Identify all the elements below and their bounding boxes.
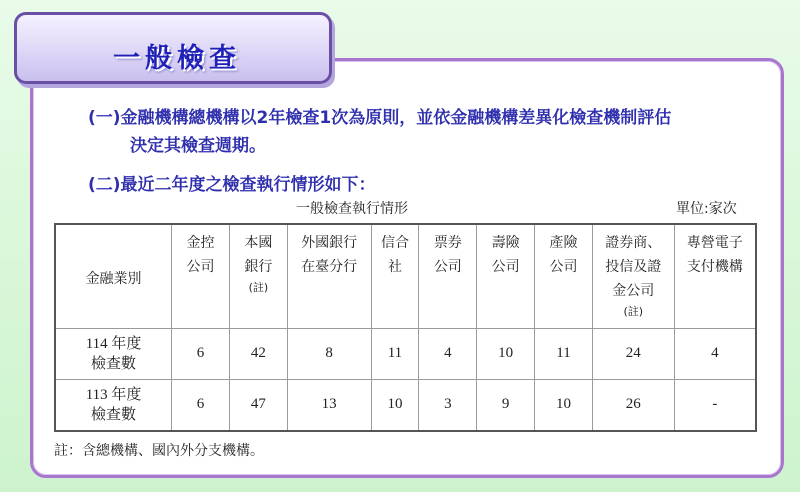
col-header-line: 公司 xyxy=(186,259,215,275)
table-cell: 4 xyxy=(419,328,477,379)
table-unit: 單位:家次 xyxy=(676,201,737,217)
col-header-line: 外國銀行 xyxy=(301,235,358,251)
table-cell: 9 xyxy=(477,379,535,431)
table-cell: 4 xyxy=(674,328,756,379)
table-cell: 3 xyxy=(419,379,477,431)
col-header-line: 公司 xyxy=(433,259,462,275)
table-cell: 13 xyxy=(287,379,371,431)
col-header-line: 金控 xyxy=(186,235,215,251)
table-cell: 11 xyxy=(535,328,593,379)
col-header-line: 票券 xyxy=(433,235,462,251)
col-header-credit-cooperative xyxy=(371,224,419,328)
paragraph-line-2: 決定其檢查週期。 xyxy=(130,136,266,156)
table-cell: 26 xyxy=(592,379,674,431)
col-header-line: 本國 xyxy=(244,235,273,251)
col-header-property-insurance xyxy=(535,224,593,328)
col-header-line: 專營電子 xyxy=(686,235,743,251)
table-cell: 6 xyxy=(172,379,230,431)
col-header-e-payment xyxy=(674,224,756,328)
col-header-domestic-bank xyxy=(229,224,287,328)
col-header-financial-holding xyxy=(172,224,230,328)
col-header-line: 投信及證 xyxy=(605,259,662,275)
table-cell: - xyxy=(674,379,756,431)
table-cell: 47 xyxy=(229,379,287,431)
col-header-foreign-bank xyxy=(287,224,371,328)
row-label-line: 114 年度 xyxy=(85,335,142,352)
table-cell: 10 xyxy=(477,328,535,379)
col-header-securities xyxy=(592,224,674,328)
col-header-line: 金公司 xyxy=(612,283,655,299)
inspection-table xyxy=(54,223,757,432)
table-row xyxy=(55,328,756,379)
col-header-line: 社 xyxy=(387,259,402,275)
col-header-bills-finance xyxy=(419,224,477,328)
paragraph-inspection-principle xyxy=(88,104,748,160)
table-cell: 10 xyxy=(371,379,419,431)
table-cell: 42 xyxy=(229,328,287,379)
table-cell: 24 xyxy=(592,328,674,379)
col-header-line: 信合 xyxy=(380,235,409,251)
col-header-line: 公司 xyxy=(491,259,520,275)
table-cell: 6 xyxy=(172,328,230,379)
page-title: 一般檢查 xyxy=(113,43,241,74)
col-header-line: 在臺分行 xyxy=(301,259,358,275)
row-label-113 xyxy=(55,379,172,431)
row-label-line: 113 年度 xyxy=(85,386,142,403)
paragraph-line-1: (一)金融機構總機構以2年檢查1次為原則，並依金融機構差異化檢查機制評估 xyxy=(88,108,672,128)
title-banner xyxy=(14,12,332,84)
table-cell: 8 xyxy=(287,328,371,379)
table-cell: 11 xyxy=(371,328,419,379)
footnote: 註：含總機構、國內外分支機構。 xyxy=(54,443,264,459)
col-header-line: 產險 xyxy=(549,235,578,251)
table-cell: 10 xyxy=(535,379,593,431)
row-label-line: 檢查數 xyxy=(91,355,137,372)
col-header-line: 公司 xyxy=(549,259,578,275)
col-header-life-insurance xyxy=(477,224,535,328)
col-header-line: 證券商、 xyxy=(605,235,662,251)
col-header-line: 銀行 xyxy=(244,259,273,275)
row-label-114 xyxy=(55,328,172,379)
col-header-line: 壽險 xyxy=(491,235,520,251)
col-header-line: 支付機構 xyxy=(686,259,743,275)
row-label-line: 檢查數 xyxy=(91,406,137,423)
row-header-cell: 金融業別 xyxy=(55,224,172,328)
table-caption: 一般檢查執行情形 xyxy=(296,201,408,217)
note-mark: (註) xyxy=(623,305,644,318)
table-row xyxy=(55,379,756,431)
paragraph-recent-status: (二)最近二年度之檢查執行情形如下： xyxy=(88,175,376,195)
note-mark: (註) xyxy=(248,281,269,294)
